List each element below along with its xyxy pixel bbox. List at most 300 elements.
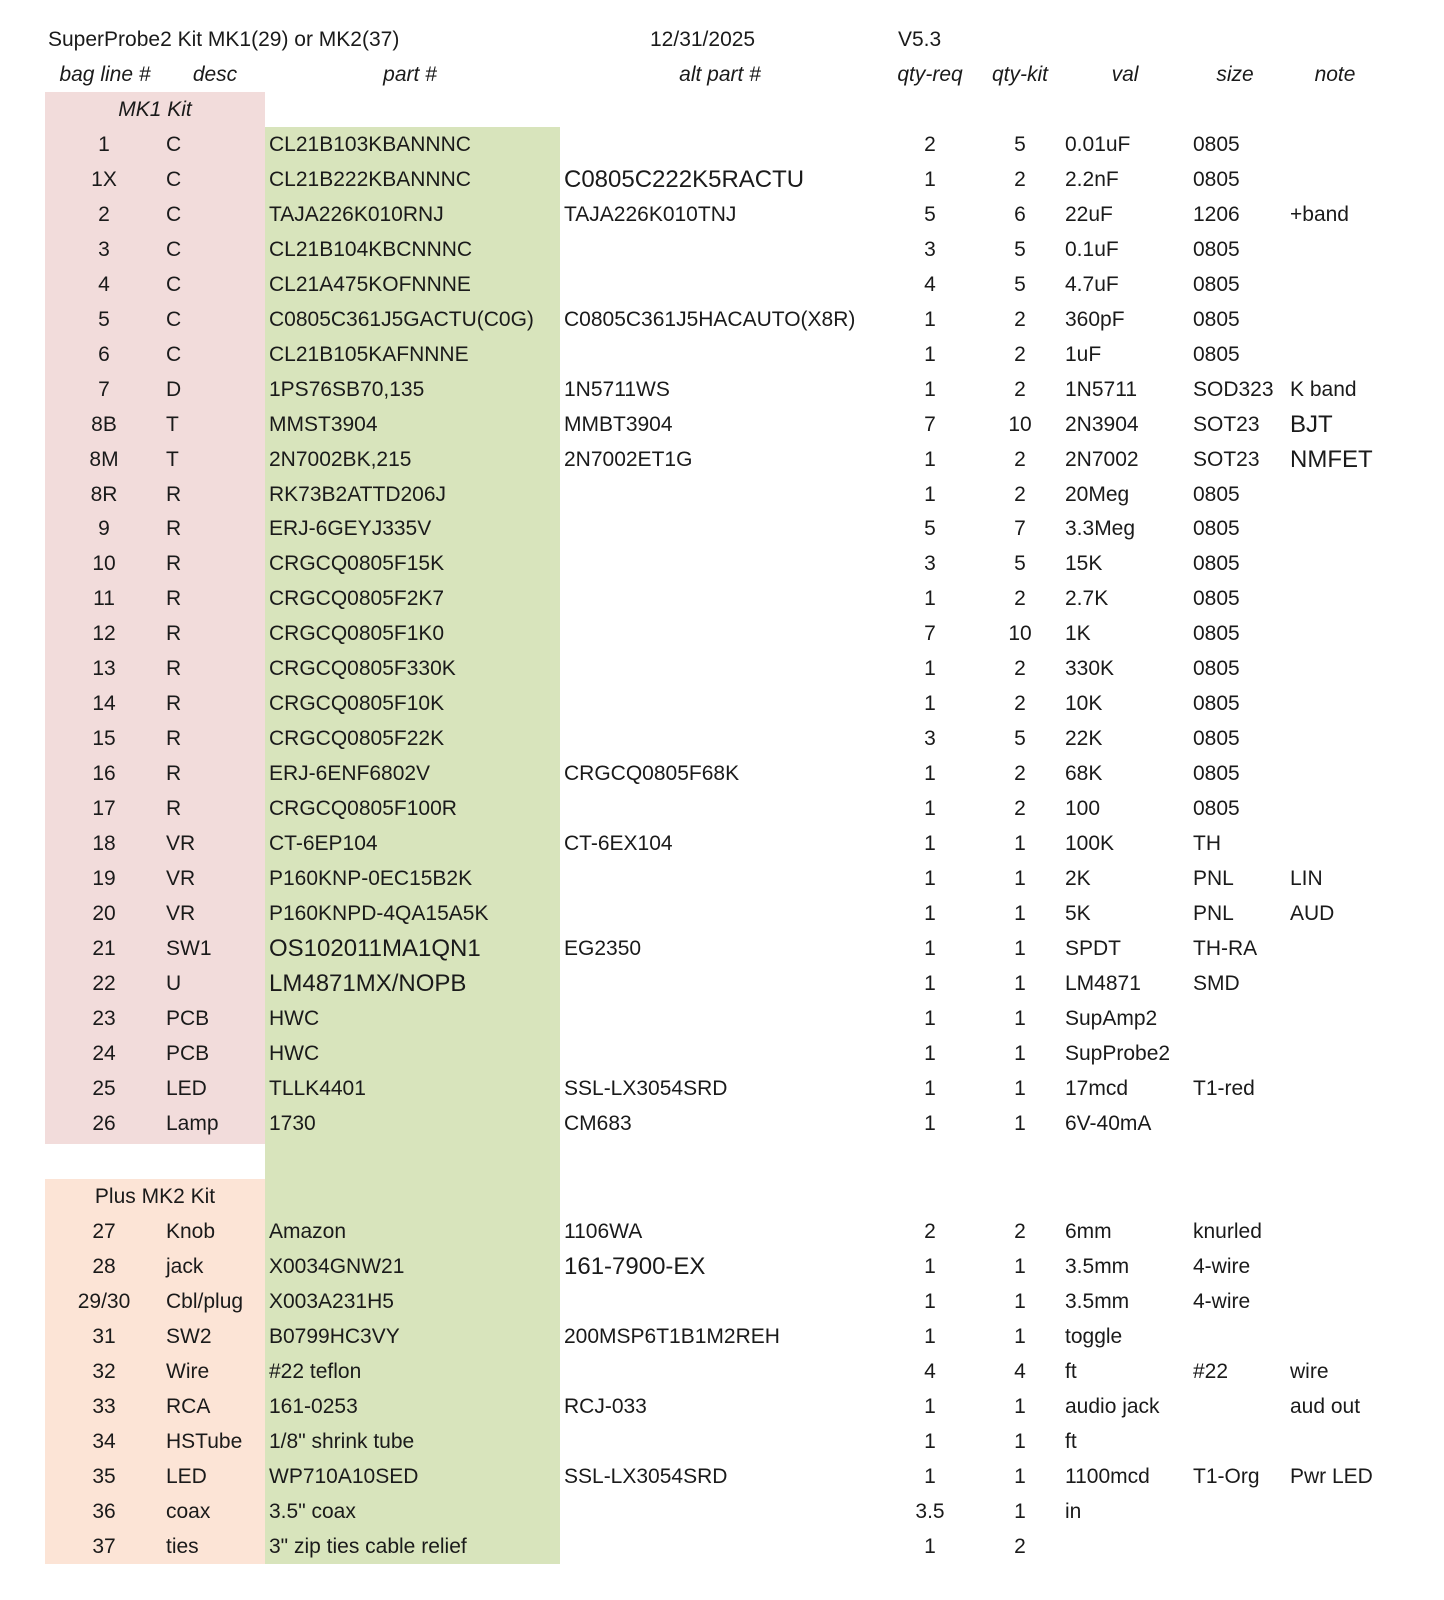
alt-part-number-cell: [564, 1354, 904, 1389]
bag-line-cell: 3: [98, 237, 110, 261]
mk1-section-header: [0, 92, 1444, 127]
alt-part-number-cell: [564, 1494, 904, 1529]
qty-kit-cell: 2: [1014, 167, 1026, 191]
bag-line-cell: 18: [92, 832, 116, 855]
bag-line-cell: 4: [98, 272, 110, 296]
table-row: [0, 826, 1444, 861]
note-cell: Pwr LED: [1290, 1465, 1373, 1488]
desc-cell: R: [166, 587, 182, 611]
alt-part-number-cell: CT-6EX104: [564, 832, 673, 855]
qty-req-cell: 1: [924, 1255, 936, 1278]
qty-req-cell: 1: [924, 1041, 936, 1065]
part-number-cell: CL21A475KOFNNNE: [269, 272, 471, 296]
desc-cell: C: [166, 342, 182, 366]
desc-cell: R: [166, 692, 182, 716]
table-row: [0, 1071, 1444, 1106]
qty-req-cell: 1: [924, 1325, 936, 1348]
desc-cell: jack: [166, 1255, 204, 1278]
qty-kit-cell: 2: [1014, 307, 1026, 331]
table-row: [0, 1389, 1444, 1424]
note-cell: [1290, 1001, 1440, 1036]
qty-req-cell: 1: [924, 1290, 936, 1313]
table-row: [0, 931, 1444, 966]
note-cell: [1290, 1319, 1440, 1354]
note-cell: [1290, 1071, 1440, 1106]
qty-req-cell: 1: [924, 832, 936, 855]
table-row: [0, 756, 1444, 791]
alt-part-number-cell: [564, 721, 904, 756]
desc-cell: RCA: [166, 1395, 211, 1418]
desc-cell: Knob: [166, 1220, 216, 1243]
table-row: [0, 477, 1444, 512]
note-cell: [1290, 1106, 1440, 1141]
desc-cell: coax: [166, 1500, 211, 1523]
desc-cell: C: [166, 307, 182, 331]
size-cell: 0805: [1193, 762, 1240, 786]
qty-req-cell: 4: [924, 272, 936, 296]
qty-kit-cell: 2: [1014, 482, 1026, 506]
table-row: [0, 1214, 1444, 1249]
qty-req-cell: 1: [924, 447, 936, 471]
desc-cell: VR: [166, 832, 196, 855]
qty-req-cell: 1: [924, 307, 936, 331]
qty-req-cell: 1: [924, 692, 936, 716]
value-cell: SupAmp2: [1065, 1006, 1158, 1030]
bag-line-cell: 13: [92, 657, 116, 681]
size-cell: 0805: [1193, 342, 1240, 366]
alt-part-number-cell: 161-7900-EX: [564, 1253, 706, 1280]
part-number-cell: 1/8" shrink tube: [269, 1430, 415, 1453]
qty-req-cell: 1: [924, 377, 936, 401]
alt-part-number-cell: CRGCQ0805F68K: [564, 762, 740, 786]
bag-line-cell: 21: [92, 936, 116, 960]
desc-cell: SW2: [166, 1325, 212, 1348]
part-number-cell: CRGCQ0805F2K7: [269, 587, 445, 611]
size-cell: 0805: [1193, 517, 1240, 541]
table-row: [0, 896, 1444, 931]
qty-req-cell: 1: [924, 1465, 936, 1488]
desc-cell: R: [166, 622, 182, 646]
qty-kit-cell: 1: [1014, 1465, 1026, 1488]
part-number-cell: LM4871MX/NOPB: [269, 969, 467, 997]
note-cell: [1290, 162, 1440, 197]
value-cell: 6V-40mA: [1065, 1111, 1152, 1135]
qty-kit-cell: 2: [1014, 587, 1026, 611]
desc-cell: SW1: [166, 936, 212, 960]
alt-part-number-cell: [564, 127, 904, 162]
bag-line-cell: 10: [92, 552, 116, 576]
qty-req-cell: 2: [924, 1220, 936, 1243]
qty-req-cell: 1: [924, 936, 936, 960]
bag-line-cell: 14: [92, 692, 116, 716]
col-header-qty-req: qty-req: [897, 63, 963, 86]
size-cell: knurled: [1193, 1220, 1262, 1243]
part-number-cell: CL21B104KBCNNNC: [269, 237, 473, 261]
size-cell: [1193, 1529, 1288, 1564]
note-cell: [1290, 651, 1440, 686]
alt-part-number-cell: [564, 686, 904, 721]
alt-part-number-cell: [564, 896, 904, 931]
bag-line-cell: 35: [92, 1465, 116, 1488]
bag-line-cell: 8B: [91, 412, 117, 436]
qty-kit-cell: 2: [1014, 1220, 1026, 1243]
bag-line-cell: 25: [92, 1076, 116, 1100]
qty-kit-cell: 2: [1014, 377, 1026, 401]
part-number-cell: HWC: [269, 1041, 320, 1065]
qty-req-cell: 1: [924, 762, 936, 786]
desc-cell: C: [166, 237, 182, 261]
alt-part-number-cell: [564, 1424, 904, 1459]
qty-kit-cell: 1: [1014, 936, 1026, 960]
qty-kit-cell: 2: [1014, 692, 1026, 716]
table-row: [0, 1284, 1444, 1319]
value-cell: 2.7K: [1065, 587, 1109, 611]
alt-part-number-cell: RCJ-033: [564, 1395, 647, 1418]
size-cell: #22: [1193, 1360, 1229, 1383]
qty-req-cell: 2: [924, 133, 936, 156]
bag-line-cell: 19: [92, 866, 116, 890]
qty-req-cell: 1: [924, 971, 936, 995]
table-row: [0, 651, 1444, 686]
value-cell: 1100mcd: [1065, 1465, 1150, 1488]
bag-line-cell: 33: [92, 1395, 116, 1418]
size-cell: 0805: [1193, 482, 1240, 506]
bag-line-cell: 15: [92, 727, 116, 751]
part-number-cell: MMST3904: [269, 412, 378, 436]
value-cell: 2N7002: [1065, 447, 1139, 471]
qty-kit-cell: 2: [1014, 657, 1026, 681]
bag-line-cell: 17: [92, 797, 116, 821]
table-row: [0, 1249, 1444, 1284]
desc-cell: C: [166, 133, 182, 156]
qty-kit-cell: 1: [1014, 1430, 1026, 1453]
size-cell: [1193, 1494, 1288, 1529]
size-cell: 1206: [1193, 202, 1240, 226]
note-cell: +band: [1290, 202, 1349, 226]
part-number-cell: CRGCQ0805F15K: [269, 552, 445, 576]
value-cell: 2.2nF: [1065, 167, 1119, 191]
qty-req-cell: 1: [924, 587, 936, 611]
col-header-alt-part: alt part #: [679, 63, 761, 86]
size-cell: SOT23: [1193, 412, 1260, 436]
part-number-cell: 1PS76SB70,135: [269, 377, 425, 401]
part-number-cell: CRGCQ0805F100R: [269, 797, 457, 821]
bag-line-cell: 5: [98, 307, 110, 331]
part-number-cell: ERJ-6GEYJ335V: [269, 517, 432, 541]
sheet-version: V5.3: [898, 28, 942, 51]
qty-kit-cell: 1: [1014, 901, 1026, 925]
size-cell: [1193, 1036, 1288, 1071]
qty-req-cell: 4: [924, 1360, 936, 1383]
note-cell: wire: [1290, 1360, 1329, 1383]
table-row: [0, 267, 1444, 302]
table-row: [0, 232, 1444, 267]
size-cell: PNL: [1193, 901, 1234, 925]
note-cell: [1290, 546, 1440, 581]
bag-line-cell: 36: [92, 1500, 116, 1523]
qty-kit-cell: 1: [1014, 1325, 1026, 1348]
value-cell: 0.01uF: [1065, 133, 1131, 156]
bag-line-cell: 7: [98, 377, 110, 401]
qty-kit-cell: 1: [1014, 1500, 1026, 1523]
column-header-row: [0, 57, 1444, 92]
note-cell: LIN: [1290, 866, 1323, 890]
desc-cell: R: [166, 797, 182, 821]
col-header-val: val: [1111, 63, 1139, 86]
size-cell: 0805: [1193, 692, 1240, 716]
desc-cell: Lamp: [166, 1111, 219, 1135]
table-row: [0, 1424, 1444, 1459]
alt-part-number-cell: [564, 1284, 904, 1319]
alt-part-number-cell: [564, 546, 904, 581]
table-row: [0, 546, 1444, 581]
size-cell: 0805: [1193, 237, 1240, 261]
alt-part-number-cell: [564, 267, 904, 302]
alt-part-number-cell: SSL-LX3054SRD: [564, 1076, 728, 1100]
desc-cell: Wire: [166, 1360, 210, 1383]
qty-kit-cell: 1: [1014, 1111, 1026, 1135]
table-row: [0, 1036, 1444, 1071]
table-row: [0, 511, 1444, 546]
qty-kit-cell: 1: [1014, 1395, 1026, 1418]
qty-kit-cell: 7: [1014, 517, 1026, 541]
bag-line-cell: 8R: [90, 482, 118, 506]
table-row: [0, 581, 1444, 616]
bag-line-cell: 12: [92, 622, 116, 646]
alt-part-number-cell: 2N7002ET1G: [564, 447, 693, 471]
alt-part-number-cell: [564, 1529, 904, 1564]
note-cell: [1290, 477, 1440, 512]
table-row: [0, 127, 1444, 162]
qty-req-cell: 5: [924, 517, 936, 541]
part-number-cell: CRGCQ0805F330K: [269, 657, 456, 681]
alt-part-number-cell: CM683: [564, 1111, 632, 1135]
size-cell: [1193, 1106, 1288, 1141]
table-row: [0, 1106, 1444, 1141]
value-cell: 5K: [1065, 901, 1091, 925]
note-cell: NMFET: [1290, 445, 1373, 473]
bag-line-cell: 1X: [91, 167, 117, 191]
part-number-cell: ERJ-6ENF6802V: [269, 762, 431, 786]
desc-cell: R: [166, 762, 182, 786]
value-cell: 3.5mm: [1065, 1255, 1130, 1278]
desc-cell: R: [166, 517, 182, 541]
value-cell: 0.1uF: [1065, 237, 1119, 261]
size-cell: 0805: [1193, 307, 1240, 331]
title-row: [0, 22, 1444, 57]
col-header-desc: desc: [192, 63, 238, 86]
value-cell: 20Meg: [1065, 482, 1130, 506]
alt-part-number-cell: [564, 791, 904, 826]
qty-kit-cell: 1: [1014, 1076, 1026, 1100]
qty-req-cell: 3: [924, 237, 936, 261]
qty-req-cell: 1: [924, 167, 936, 191]
col-header-qty-kit: qty-kit: [991, 63, 1048, 86]
size-cell: 0805: [1193, 552, 1240, 576]
desc-cell: R: [166, 657, 182, 681]
note-cell: [1290, 756, 1440, 791]
part-number-cell: C0805C361J5GACTU(C0G): [269, 307, 534, 331]
part-number-cell: RK73B2ATTD206J: [269, 482, 447, 506]
table-row: [0, 372, 1444, 407]
qty-kit-cell: 1: [1014, 832, 1026, 855]
qty-req-cell: 1: [924, 1076, 936, 1100]
value-cell: 3.3Meg: [1065, 517, 1136, 541]
size-cell: 0805: [1193, 727, 1240, 751]
qty-kit-cell: 2: [1014, 447, 1026, 471]
qty-req-cell: 1: [924, 1535, 936, 1558]
note-cell: aud out: [1290, 1395, 1361, 1418]
qty-kit-cell: 5: [1014, 727, 1026, 751]
bag-line-cell: 11: [93, 587, 115, 611]
alt-part-number-cell: [564, 1036, 904, 1071]
part-number-cell: P160KNPD-4QA15A5K: [269, 901, 489, 925]
table-row: [0, 861, 1444, 896]
alt-part-number-cell: [564, 511, 904, 546]
bag-line-cell: 29/30: [77, 1290, 131, 1313]
value-cell: LM4871: [1065, 971, 1141, 995]
desc-cell: D: [166, 377, 182, 401]
alt-part-number-cell: [564, 232, 904, 267]
size-cell: 0805: [1193, 797, 1240, 821]
table-row: [0, 1529, 1444, 1564]
desc-cell: PCB: [166, 1006, 210, 1030]
part-number-cell: OS102011MA1QN1: [269, 934, 481, 962]
qty-kit-cell: 6: [1014, 202, 1026, 226]
desc-cell: HSTube: [166, 1430, 243, 1453]
qty-kit-cell: 2: [1014, 762, 1026, 786]
value-cell: in: [1065, 1500, 1082, 1523]
bag-line-cell: 31: [92, 1325, 116, 1348]
alt-part-number-cell: [564, 477, 904, 512]
alt-part-number-cell: EG2350: [564, 936, 642, 960]
col-header-note: note: [1314, 63, 1356, 86]
part-number-cell: CRGCQ0805F10K: [269, 692, 445, 716]
qty-req-cell: 1: [924, 342, 936, 366]
part-number-cell: CL21B103KBANNNC: [269, 133, 471, 156]
value-cell: 22K: [1065, 727, 1103, 751]
size-cell: T1-red: [1193, 1076, 1255, 1100]
qty-kit-cell: 1: [1014, 971, 1026, 995]
size-cell: [1193, 1389, 1288, 1424]
bag-line-cell: 8M: [89, 447, 119, 471]
note-cell: [1290, 1284, 1440, 1319]
desc-cell: C: [166, 202, 182, 226]
desc-cell: T: [166, 412, 179, 436]
bag-line-cell: 26: [92, 1111, 116, 1135]
bag-line-cell: 24: [92, 1041, 116, 1065]
note-cell: [1290, 616, 1440, 651]
alt-part-number-cell: [564, 651, 904, 686]
table-row: [0, 1319, 1444, 1354]
bag-line-cell: 22: [92, 971, 116, 995]
size-cell: 0805: [1193, 272, 1240, 296]
table-row: [0, 407, 1444, 442]
size-cell: [1193, 1319, 1288, 1354]
part-number-cell: 161-0253: [269, 1395, 358, 1418]
note-cell: [1290, 1494, 1440, 1529]
value-cell: SPDT: [1065, 936, 1122, 960]
bag-line-cell: 37: [92, 1535, 116, 1558]
size-cell: SOD323: [1193, 377, 1274, 401]
part-number-cell: Amazon: [269, 1220, 347, 1243]
table-row: [0, 197, 1444, 232]
note-cell: [1290, 1036, 1440, 1071]
col-header-size: size: [1216, 63, 1254, 86]
value-cell: 1N5711: [1065, 377, 1138, 401]
size-cell: SMD: [1193, 971, 1240, 995]
qty-kit-cell: 2: [1014, 342, 1026, 366]
mk1-section-label: MK1 Kit: [118, 98, 192, 121]
value-cell: 2N3904: [1065, 412, 1139, 436]
qty-req-cell: 3: [924, 727, 936, 751]
qty-kit-cell: 10: [1008, 622, 1032, 646]
col-header-part: part #: [383, 63, 437, 86]
value-cell: 360pF: [1065, 307, 1125, 331]
col-header-bag-line: bag line #: [59, 63, 151, 86]
qty-req-cell: 3: [924, 552, 936, 576]
desc-cell: Cbl/plug: [166, 1290, 244, 1313]
value-cell: 100K: [1065, 832, 1115, 855]
value-cell: 68K: [1065, 762, 1103, 786]
size-cell: 0805: [1193, 167, 1240, 191]
mk2-section-header: [0, 1179, 1444, 1214]
qty-req-cell: 1: [924, 1395, 936, 1418]
bag-line-cell: 28: [92, 1255, 116, 1278]
table-row: [0, 1354, 1444, 1389]
bag-line-cell: 34: [92, 1430, 116, 1453]
note-cell: [1290, 232, 1440, 267]
size-cell: 4-wire: [1193, 1255, 1251, 1278]
desc-cell: R: [166, 727, 182, 751]
value-cell: [1065, 1529, 1185, 1564]
table-row: [0, 791, 1444, 826]
bag-line-cell: 32: [92, 1360, 116, 1383]
table-row: [0, 1001, 1444, 1036]
value-cell: 100: [1065, 797, 1101, 821]
value-cell: 3.5mm: [1065, 1290, 1130, 1313]
note-cell: [1290, 127, 1440, 162]
qty-kit-cell: 5: [1014, 237, 1026, 261]
note-cell: [1290, 337, 1440, 372]
qty-kit-cell: 2: [1014, 797, 1026, 821]
bag-line-cell: 6: [98, 342, 110, 366]
part-number-cell: B0799HC3VY: [269, 1325, 400, 1348]
alt-part-number-cell: [564, 1001, 904, 1036]
note-cell: [1290, 511, 1440, 546]
value-cell: 15K: [1065, 552, 1103, 576]
note-cell: [1290, 1424, 1440, 1459]
note-cell: AUD: [1290, 901, 1335, 925]
note-cell: [1290, 931, 1440, 966]
size-cell: 0805: [1193, 657, 1240, 681]
value-cell: 1uF: [1065, 342, 1102, 366]
qty-kit-cell: 1: [1014, 1041, 1026, 1065]
desc-cell: LED: [166, 1465, 207, 1488]
qty-req-cell: 1: [924, 1111, 936, 1135]
size-cell: 0805: [1193, 587, 1240, 611]
note-cell: [1290, 267, 1440, 302]
qty-kit-cell: 1: [1014, 1006, 1026, 1030]
part-number-cell: CL21B105KAFNNNE: [269, 342, 469, 366]
part-number-cell: 2N7002BK,215: [269, 447, 412, 471]
sheet-date: 12/31/2025: [650, 28, 756, 51]
qty-kit-cell: 1: [1014, 866, 1026, 890]
part-number-cell: 3.5" coax: [269, 1500, 356, 1523]
qty-kit-cell: 10: [1008, 412, 1032, 436]
value-cell: audio jack: [1065, 1395, 1160, 1418]
table-row: [0, 686, 1444, 721]
